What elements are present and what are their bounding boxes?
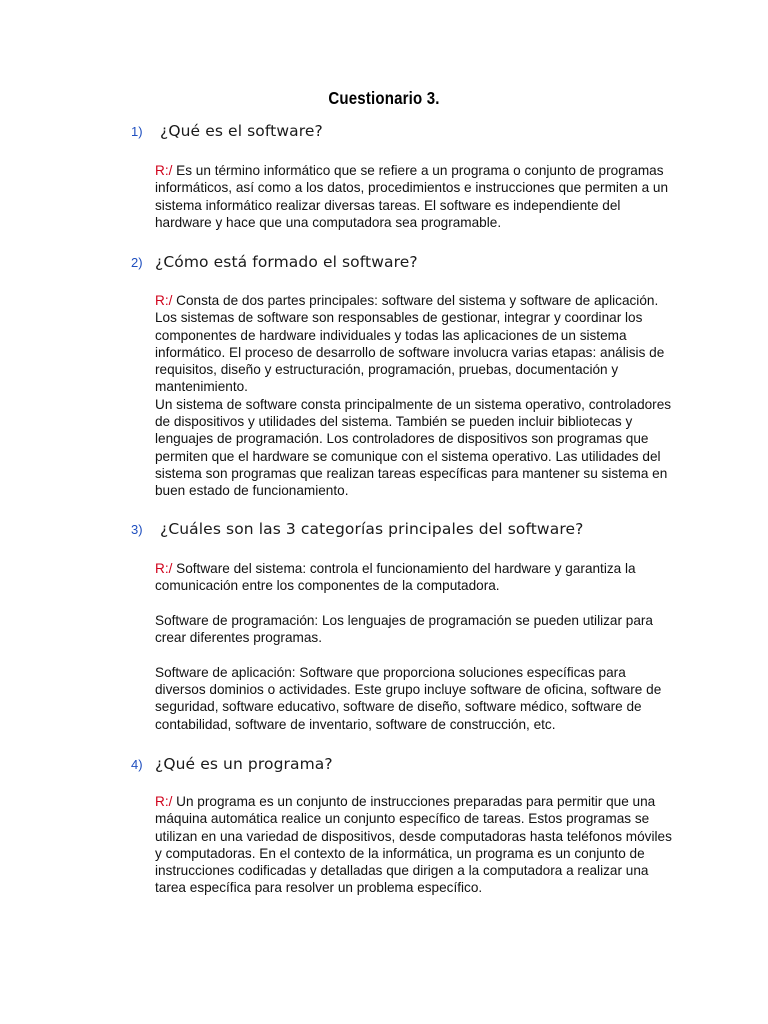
answer-prefix: R:/ bbox=[155, 163, 173, 178]
answer-paragraph: Software de programación: Los lenguajes de programación se pueden utilizar para crear diferentes programas. bbox=[155, 612, 653, 646]
question-text: ¿Cuáles son las 3 categorías principales del software? bbox=[160, 520, 584, 538]
question-1 bbox=[131, 122, 691, 140]
question-number: 2) bbox=[131, 255, 143, 270]
question-text: ¿Cómo está formado el software? bbox=[155, 253, 418, 271]
question-number: 1) bbox=[131, 124, 143, 139]
answer-text: Consta de dos partes principales: software del sistema y software de aplicación. Los sistemas de software son responsables de gestionar, integrar y coordinar los componentes de hardware individuales y todas las aplicaciones de un sistema informático. El proceso de desarrollo de software involucra varias etapas: análisis de requisitos, diseño y estructuración, programación, pruebas, documentación y mantenimiento. bbox=[155, 293, 665, 395]
question-text: ¿Qué es un programa? bbox=[155, 755, 333, 773]
question-text: ¿Qué es el software? bbox=[160, 122, 323, 140]
answer-paragraph bbox=[155, 162, 675, 231]
answer-prefix: R:/ bbox=[155, 561, 173, 576]
answer-4 bbox=[155, 793, 675, 897]
question-number: 4) bbox=[131, 757, 143, 772]
answer-text: Software del sistema: controla el funcionamiento del hardware y garantiza la comunicación entre los componentes de la computadora. bbox=[155, 561, 636, 594]
answer-text: Un programa es un conjunto de instrucciones preparadas para permitir que una máquina automática realice un conjunto específico de tareas. Estos programas se utilizan en una variedad de dispositivos, desde computadoras hasta teléfonos móviles y computadoras. En el contexto de la informática, un programa es un conjunto de instrucciones codificadas y detalladas que dirigen a la computadora a realizar una tarea específica para resolver un problema específico. bbox=[155, 794, 672, 896]
question-number: 3) bbox=[131, 522, 143, 537]
answer-2 bbox=[155, 292, 675, 500]
question-4 bbox=[131, 755, 691, 773]
answer-prefix: R:/ bbox=[155, 293, 173, 308]
answer-1 bbox=[155, 162, 675, 231]
question-3 bbox=[131, 520, 691, 538]
answer-paragraph bbox=[155, 292, 675, 396]
answer-3 bbox=[155, 560, 675, 733]
answer-prefix: R:/ bbox=[155, 794, 173, 809]
answer-paragraph bbox=[155, 793, 675, 897]
question-2 bbox=[131, 253, 691, 271]
answer-paragraph bbox=[155, 560, 675, 595]
answer-text: Es un término informático que se refiere a un programa o conjunto de programas informáticos, así como a los datos, procedimientos e instrucciones que permiten a un sistema informático realizar diversas tareas. El software es independiente del hardware y hace que una computadora sea programable. bbox=[155, 163, 669, 230]
document-title: Cuestionario 3. bbox=[328, 88, 440, 108]
answer-paragraph: Software de aplicación: Software que proporciona soluciones específicas para diversos dominios o actividades. Este grupo incluye software de oficina, software de seguridad, software educativo, software de diseño, software médico, software de contabilidad, software de inventario, software de construcción, etc. bbox=[155, 664, 662, 732]
answer-paragraph: Un sistema de software consta principalmente de un sistema operativo, controladores de dispositivos y utilidades del sistema. También se pueden incluir bibliotecas y lenguajes de programación. Los controladores de dispositivos son programas que permiten que el hardware se comunique con el sistema operativo. Las utilidades del sistema son programas que realizan tareas específicas para mantener su sistema en buen estado de funcionamiento. bbox=[155, 396, 672, 499]
